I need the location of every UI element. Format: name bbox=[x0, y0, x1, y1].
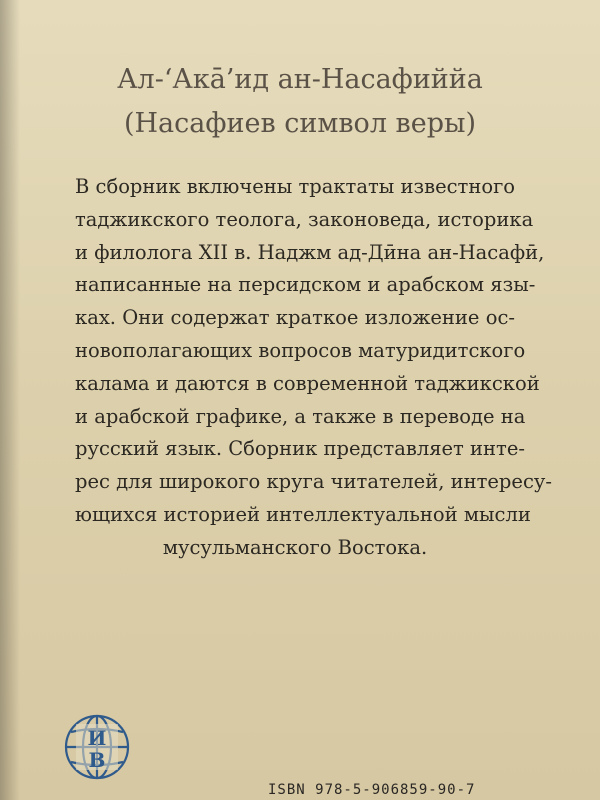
publisher-globe-logo bbox=[62, 712, 132, 782]
description-line: таджикского теолога, законоведа, историка bbox=[75, 207, 534, 231]
logo-letter-v: В bbox=[88, 748, 106, 772]
description-line: новополагающих вопросов матуридитского bbox=[75, 338, 526, 362]
description-line: ющихся историей интеллектуальной мысли bbox=[75, 502, 531, 526]
logo-letter-i: И bbox=[87, 726, 107, 750]
description-line: написанные на персидском и арабском язы- bbox=[75, 273, 536, 297]
title-line-2: (Насафиев символ веры) bbox=[123, 108, 477, 139]
description-line: калама и даются в современной таджикской bbox=[75, 371, 540, 395]
description-line: ках. Они содержат краткое изложение ос- bbox=[75, 306, 515, 330]
book-title bbox=[0, 58, 600, 146]
description-line: мусульманского Востока. bbox=[162, 535, 428, 559]
description-line: В сборник включены трактаты известного bbox=[75, 175, 516, 198]
isbn-number: ISBN 978-5-906859-90-7 bbox=[268, 782, 476, 798]
title-line-1: Ал-‘Ака̄’ид ан-Насафиййа bbox=[117, 64, 483, 95]
description-text bbox=[75, 171, 552, 565]
description-line: и филолога XII в. Наджм ад-Дӣна ан-Насафӣ, bbox=[75, 240, 545, 264]
description-line: русский язык. Сборник представляет инте- bbox=[75, 437, 525, 461]
description-line: рес для широкого круга читателей, интересу- bbox=[75, 470, 552, 494]
description-line: и арабской графике, а также в переводе на bbox=[75, 404, 526, 428]
